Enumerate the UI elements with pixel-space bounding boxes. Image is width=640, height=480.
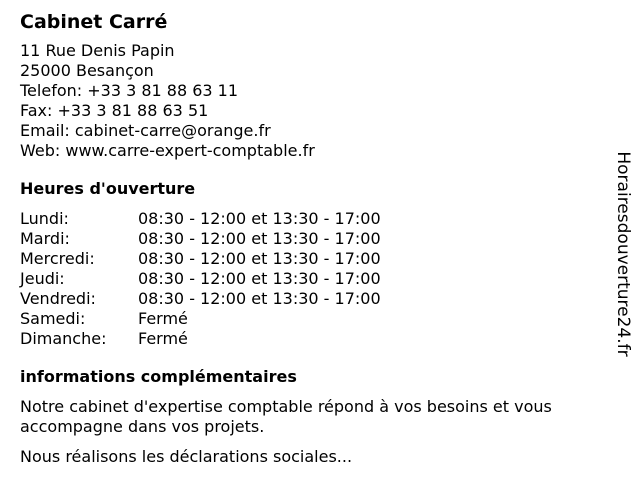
- day-label: Jeudi:: [20, 269, 65, 288]
- phone-number: Telefon: +33 3 81 88 63 11: [20, 81, 239, 100]
- hours-value: 08:30 - 12:00 et 13:30 - 17:00: [138, 289, 381, 308]
- day-label: Mercredi:: [20, 249, 95, 268]
- hours-row-thursday: [20, 269, 610, 289]
- hours-row-monday: [20, 209, 610, 229]
- day-label: Mardi:: [20, 229, 70, 248]
- hours-row-sunday: [20, 329, 610, 349]
- day-label: Lundi:: [20, 209, 69, 228]
- hours-value: 08:30 - 12:00 et 13:30 - 17:00: [138, 229, 381, 248]
- day-label: Samedi:: [20, 309, 86, 328]
- hours-value: 08:30 - 12:00 et 13:30 - 17:00: [138, 269, 381, 288]
- business-name: Cabinet Carré: [20, 11, 168, 33]
- hours-value: 08:30 - 12:00 et 13:30 - 17:00: [138, 209, 381, 228]
- address-street: 11 Rue Denis Papin: [20, 41, 175, 60]
- website-url: Web: www.carre-expert-comptable.fr: [20, 141, 315, 160]
- hours-row-saturday: [20, 309, 610, 329]
- hours-value: 08:30 - 12:00 et 13:30 - 17:00: [138, 249, 381, 268]
- opening-hours-title: Heures d'ouverture: [20, 179, 196, 198]
- opening-hours-table: [20, 209, 610, 349]
- hours-row-tuesday: [20, 229, 610, 249]
- day-label: Vendredi:: [20, 289, 96, 308]
- business-card: [20, 9, 610, 477]
- additional-info-title: informations complémentaires: [20, 367, 297, 386]
- address-city: 25000 Besançon: [20, 61, 154, 80]
- site-watermark: Horairesdouverture24.fr: [613, 151, 633, 357]
- info-paragraph: Notre cabinet d'expertise comptable répond à vos besoins et vous accompagne dans vos projets.: [20, 397, 552, 436]
- email-address: Email: cabinet-carre@orange.fr: [20, 121, 271, 140]
- day-label: Dimanche:: [20, 329, 107, 348]
- fax-number: Fax: +33 3 81 88 63 51: [20, 101, 209, 120]
- hours-value: Fermé: [138, 329, 188, 348]
- info-paragraph: Nous réalisons les déclarations sociales...: [20, 447, 353, 466]
- hours-row-friday: [20, 289, 610, 309]
- hours-value: Fermé: [138, 309, 188, 328]
- hours-row-wednesday: [20, 249, 610, 269]
